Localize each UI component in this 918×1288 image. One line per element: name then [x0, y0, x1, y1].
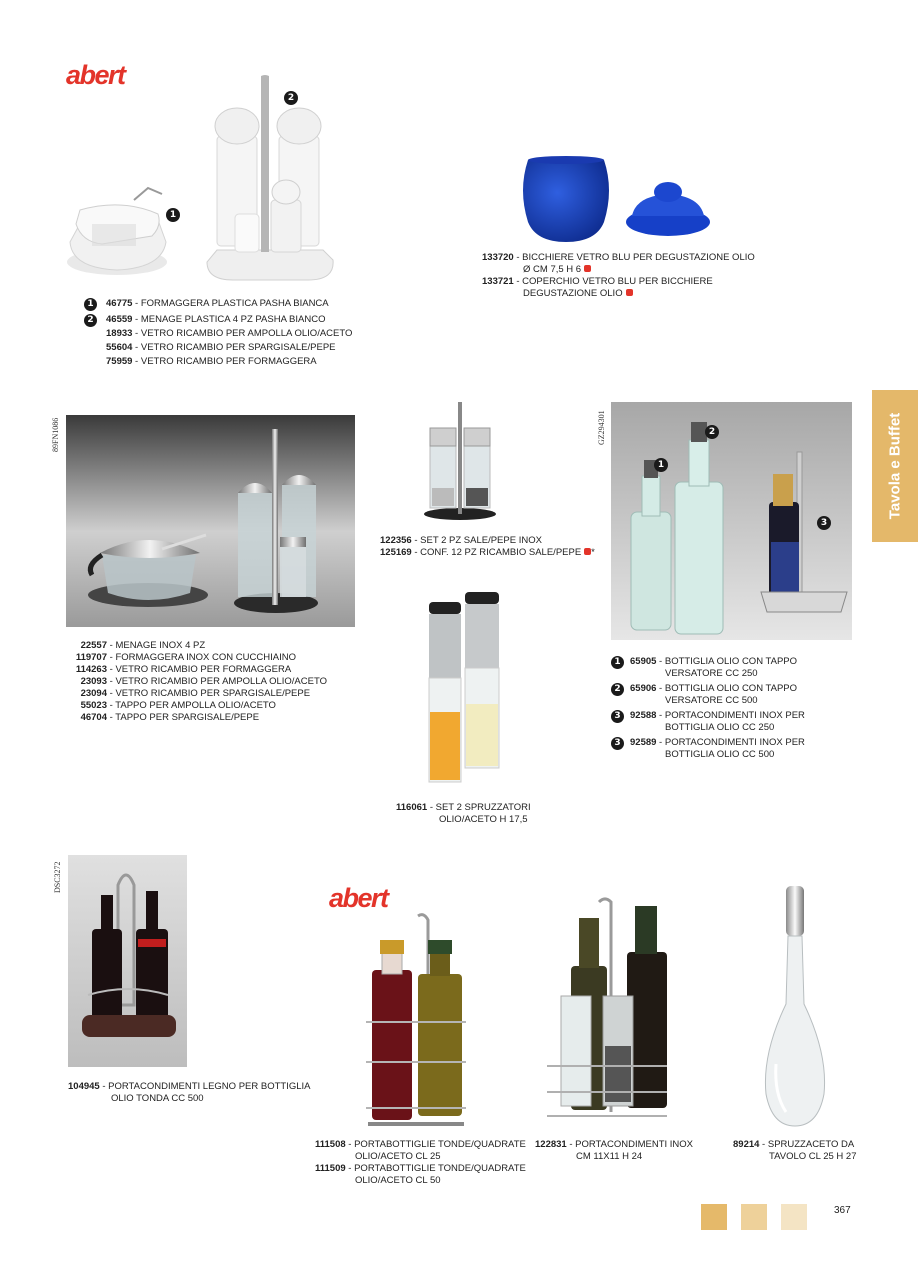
bullet-icon: 3: [611, 710, 624, 723]
product-desc-line2: OLIO TONDA CC 500: [111, 1093, 204, 1104]
caption-row: [315, 1139, 526, 1151]
pasha-menage-image: [203, 74, 338, 284]
caption-row: [380, 547, 595, 559]
product-desc: - SET 2 SPRUZZATORI: [427, 802, 531, 813]
caption-row: [315, 1163, 526, 1175]
caption-row: [66, 640, 327, 652]
product-code: 55023: [80, 700, 107, 711]
wood-holder-photo: [68, 855, 187, 1067]
product-code: 65905: [630, 656, 657, 667]
red-marker-icon: [584, 265, 591, 272]
product-desc: - TAPPO PER AMPOLLA OLIO/ACETO: [107, 700, 276, 711]
product-desc: - BOTTIGLIA OLIO CON TAPPO: [656, 656, 798, 667]
inox-cruet-set-image: [543, 896, 671, 1126]
footer-square: [701, 1204, 727, 1230]
footer-square: [741, 1204, 767, 1230]
product-desc: - FORMAGGERA INOX CON CUCCHIAINO: [107, 652, 296, 663]
product-badge-2: 2: [284, 91, 298, 105]
product-desc-line2: BOTTIGLIA OLIO CC 250: [665, 722, 775, 733]
product-desc-line2: CM 11X11 H 24: [576, 1151, 643, 1162]
caption-row: [66, 676, 327, 688]
caption-vinegar-sprayer: [733, 1139, 856, 1163]
product-desc: - VETRO RICAMBIO PER SPARGISALE/PEPE: [132, 342, 336, 353]
bottle-holder-image: [362, 912, 470, 1128]
product-code: 122356: [380, 535, 412, 546]
product-code: 116061: [396, 802, 428, 813]
product-code: 46775: [106, 298, 133, 309]
product-desc: - PORTACONDIMENTI LEGNO PER BOTTIGLIA: [99, 1081, 311, 1092]
caption-row: [482, 252, 755, 264]
caption-row: [535, 1139, 693, 1151]
product-desc: - VETRO RICAMBIO PER FORMAGGERA: [107, 664, 292, 675]
caption-row: [733, 1151, 856, 1163]
product-desc-line2: VERSATORE CC 250: [665, 668, 758, 679]
pasha-cheese-dish-image: [62, 180, 172, 280]
caption-row: [482, 276, 755, 288]
vinegar-sprayer-image: [760, 884, 830, 1130]
product-desc-line2: BOTTIGLIA OLIO CC 500: [665, 749, 775, 760]
abert-logo: abert: [66, 60, 125, 90]
product-code: 133721: [482, 276, 514, 287]
asterisk: *: [591, 547, 595, 558]
product-badge-1: 1: [654, 458, 668, 472]
product-code: 104945: [68, 1081, 100, 1092]
product-code: 55604: [106, 342, 133, 353]
caption-row: [66, 712, 327, 724]
product-desc: - BOTTIGLIA OLIO CON TAPPO: [656, 683, 798, 694]
product-code: 22557: [80, 640, 107, 651]
product-desc-line2: OLIO/ACETO H 17,5: [439, 814, 528, 825]
caption-row: [733, 1139, 856, 1151]
product-code: 111509: [315, 1163, 346, 1174]
product-desc: - MENAGE INOX 4 PZ: [107, 640, 206, 651]
product-desc-line2: Ø CM 7,5 H 6: [523, 264, 582, 275]
caption-sprayer-set: [396, 802, 531, 826]
caption-row: [535, 1151, 693, 1163]
photo-code-1: 89FN1086: [51, 417, 60, 452]
product-desc: - PORTABOTTIGLIE TONDE/QUADRATE: [345, 1163, 526, 1174]
product-badge-3: 3: [817, 516, 831, 530]
salt-pepper-set-image: [420, 400, 500, 522]
product-badge-1: 1: [166, 208, 180, 222]
caption-row: [66, 652, 327, 664]
product-code: 125169: [380, 547, 412, 558]
product-code: 65906: [630, 683, 657, 694]
product-desc: - MENAGE PLASTICA 4 PZ PASHA BIANCO: [132, 314, 326, 325]
bullet-icon: 2: [84, 314, 97, 327]
product-code: 111508: [315, 1139, 346, 1150]
caption-row: [380, 535, 595, 547]
bullet-icon: 1: [611, 656, 624, 669]
product-desc-line2: OLIO/ACETO CL 25: [355, 1151, 441, 1162]
product-code: 119707: [75, 652, 107, 663]
caption-row: [396, 802, 531, 814]
product-desc: - COPERCHIO VETRO BLU PER BICCHIERE: [513, 276, 713, 287]
product-desc: - TAPPO PER SPARGISALE/PEPE: [107, 712, 260, 723]
product-desc: - PORTACONDIMENTI INOX: [566, 1139, 694, 1150]
side-tab-label: Tavola e Buffet: [886, 412, 904, 520]
product-desc-line2: DEGUSTAZIONE OLIO: [523, 288, 623, 299]
footer-square: [781, 1204, 807, 1230]
bullet-icon: 2: [611, 683, 624, 696]
product-desc: - BICCHIERE VETRO BLU PER DEGUSTAZIONE OLIO: [513, 252, 755, 263]
product-desc: - FORMAGGERA PLASTICA PASHA BIANCA: [132, 298, 329, 309]
product-desc: - PORTACONDIMENTI INOX PER: [656, 710, 805, 721]
product-code: 122831: [535, 1139, 567, 1150]
caption-row: [482, 264, 755, 276]
caption-bottle-holder: [315, 1139, 526, 1187]
product-desc: - CONF. 12 PZ RICAMBIO SALE/PEPE: [411, 547, 582, 558]
product-code: 114263: [75, 664, 107, 675]
caption-salt-pepper: [380, 535, 595, 559]
caption-row: [68, 1093, 311, 1105]
page-number: 367: [834, 1205, 851, 1216]
caption-blue-glass: [482, 252, 755, 300]
blue-glass-image: [518, 150, 718, 250]
section-side-tab: [872, 390, 918, 542]
product-code: 46704: [80, 712, 107, 723]
product-desc-line2: OLIO/ACETO CL 50: [355, 1175, 441, 1186]
product-badge-2: 2: [705, 425, 719, 439]
caption-row: [66, 700, 327, 712]
caption-row: [482, 288, 755, 300]
product-desc: - PORTABOTTIGLIE TONDE/QUADRATE: [345, 1139, 526, 1150]
product-desc-line2: VERSATORE CC 500: [665, 695, 758, 706]
product-desc: - VETRO RICAMBIO PER AMPOLLA OLIO/ACETO: [107, 676, 327, 687]
product-desc: - PORTACONDIMENTI INOX PER: [656, 737, 805, 748]
product-code: 89214: [733, 1139, 760, 1150]
product-code: 75959: [106, 356, 133, 367]
caption-wood-holder: [68, 1081, 311, 1105]
product-code: 133720: [482, 252, 514, 263]
abert-logo: abert: [329, 883, 388, 913]
oil-bottles-photo: [611, 402, 852, 640]
caption-row: [315, 1151, 526, 1163]
oil-vinegar-sprayer-set-image: [425, 592, 535, 786]
caption-row: [66, 664, 327, 676]
product-code: 18933: [106, 328, 133, 339]
product-code: 92588: [630, 710, 657, 721]
product-code: 92589: [630, 737, 657, 748]
photo-code-3: DSC3272: [53, 861, 62, 893]
product-code: 23094: [80, 688, 107, 699]
product-desc: - SET 2 PZ SALE/PEPE INOX: [411, 535, 542, 546]
product-desc-line2: TAVOLO CL 25 H 27: [769, 1151, 857, 1162]
photo-code-2: GZ294301: [597, 410, 606, 445]
inox-menage-photo: [66, 415, 355, 627]
product-code: 23093: [80, 676, 107, 687]
product-desc: - VETRO RICAMBIO PER AMPOLLA OLIO/ACETO: [132, 328, 353, 339]
bullet-icon: 3: [611, 737, 624, 750]
caption-inox-cruet-set: [535, 1139, 693, 1163]
product-desc: - SPRUZZACETO DA: [759, 1139, 855, 1150]
red-marker-icon: [626, 289, 633, 296]
caption-inox-menage: [66, 640, 327, 724]
caption-row: [396, 814, 531, 826]
product-code: 46559: [106, 314, 133, 325]
product-desc: - VETRO RICAMBIO PER FORMAGGERA: [132, 356, 317, 367]
caption-row: [68, 1081, 311, 1093]
bullet-icon: 1: [84, 298, 97, 311]
product-desc: - VETRO RICAMBIO PER SPARGISALE/PEPE: [107, 688, 311, 699]
caption-row: [66, 688, 327, 700]
caption-row: [315, 1175, 526, 1187]
